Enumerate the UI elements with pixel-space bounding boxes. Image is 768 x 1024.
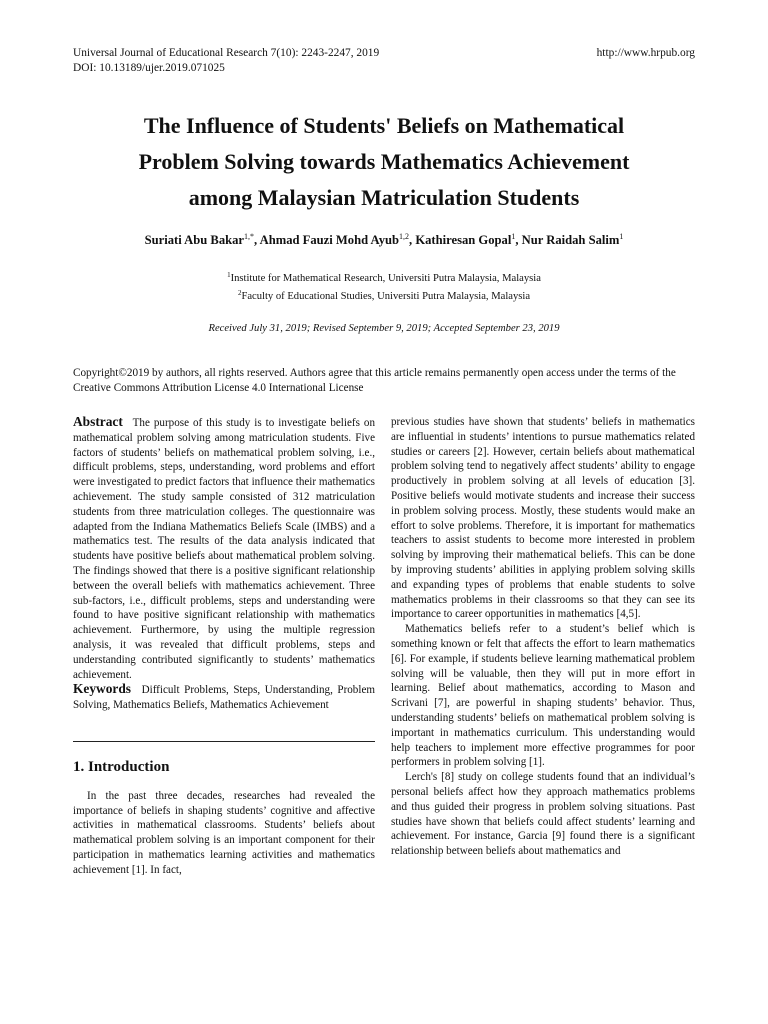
author-name: Suriati Abu Bakar bbox=[144, 233, 245, 247]
right-column bbox=[391, 415, 695, 859]
author-list: Suriati Abu Bakar$^{1,*}$, Ahmad Fauzi Mohd Ayub$^{1,2}$, Kathiresan Gopal$^1$, Nur Raidah Salim$^1$ bbox=[144, 232, 624, 247]
keywords-text: Difficult Problems, Steps, Understanding, Problem Solving, Mathematics Beliefs, Mathematics Achievement bbox=[73, 684, 375, 712]
abstract-label: Abstract bbox=[73, 414, 123, 429]
author-sup: 1,* bbox=[244, 232, 255, 241]
affiliation-sup: 1 bbox=[227, 271, 231, 279]
left-column bbox=[73, 415, 375, 878]
submission-dates: Received July 31, 2019; Revised September 9, 2019; Accepted September 23, 2019 bbox=[208, 323, 560, 334]
body-paragraph: Lerch's [8] study on college students found that an individual’s personal beliefs affect how they approach mathematics problems and thus guided their progress in problem solving situations. Past studies have shown that beliefs could affect students’ learning and achievement. For instance, Garcia [9] found there is a significant relationship between beliefs about mathematics and bbox=[391, 771, 695, 858]
title-line: Problem Solving towards Mathematics Achievement bbox=[138, 149, 630, 174]
title-line: among Malaysian Matriculation Students bbox=[188, 185, 580, 210]
section-divider bbox=[73, 741, 375, 742]
author-name: Ahmad Fauzi Mohd Ayub bbox=[259, 233, 400, 247]
affiliation-sup: 2 bbox=[237, 289, 242, 297]
affiliation-text: Faculty of Educational Studies, Universiti Putra Malaysia, Malaysia bbox=[241, 291, 531, 302]
body-paragraph: previous studies have shown that students’ beliefs in mathematics are influential in students’ intentions to pursue mathematics related studies or careers [2]. However, certain beliefs about mathematical problem solving tend to negatively affect students’ ability to engage productively in problem solving at all levels of education [3]. Positive beliefs would motivate students and increase their success in problem solving process. Mostly, these students would make an effort to solve problems. Therefore, it is important for mathematics teachers to assist students to become more interested in problem solving by improving their mathematical beliefs. This can be done by improving students’ abilities in applying problem solving skills and expanding types of problems that enable students to solve mathematics problems in their classrooms so that they can see its importance to career opportunities in mathematics [4,5]. bbox=[391, 416, 695, 621]
author-sup: 1,2 bbox=[399, 232, 410, 241]
author-name: Kathiresan Gopal bbox=[415, 233, 512, 247]
publisher-url[interactable]: http://www.hrpub.org bbox=[596, 47, 695, 59]
keywords bbox=[73, 682, 375, 713]
affiliation bbox=[60, 268, 708, 286]
doi: DOI: 10.13189/ujer.2019.071025 bbox=[73, 62, 225, 74]
section-heading: 1. Introduction bbox=[73, 758, 170, 775]
body-paragraph: In the past three decades, researches had revealed the importance of beliefs in shaping students’ cognitive and affective activities in mathematical classrooms. Students’ beliefs about mathematical problem solving is an important component for their participation in mathematics learning activities and mathematics achievement [1]. In fact, bbox=[73, 789, 375, 876]
affiliations bbox=[60, 268, 708, 304]
affiliation bbox=[60, 286, 708, 304]
paper-title bbox=[60, 108, 708, 216]
affiliation-text: Institute for Mathematical Research, Universiti Putra Malaysia, Malaysia bbox=[230, 273, 541, 284]
author-sup: 1 bbox=[619, 232, 624, 241]
title-line: The Influence of Students' Beliefs on Mathematical bbox=[143, 113, 625, 138]
body-paragraph: Mathematics beliefs refer to a student’s belief which is something known or felt that affects the effort to learn mathematics [6]. For example, if students believe learning mathematical problem solving will be valuable, then they will put in more effort in learning. Belief about mathematics, according to Mason and Scrivani [7], are powerful in shaping students’ behavior. Thus, understanding students’ beliefs on mathematical problem solving is important in mathematics curriculum. This understanding would help teachers to implement more effective programmes for poor performers in problem solving [1]. bbox=[391, 623, 695, 769]
running-header bbox=[73, 46, 695, 76]
journal-citation: Universal Journal of Educational Research 7(10): 2243-2247, 2019 bbox=[73, 47, 380, 59]
author-sup: 1 bbox=[511, 232, 516, 241]
abstract-text: The purpose of this study is to investigate beliefs on mathematical problem solving among matriculation students. Five factors of students’ beliefs on mathematical problem solving, i.e., difficult problems, steps, understanding, word problems and effort were investigated to predict factors that influence their mathematics achievement. The study sample consisted of 312 matriculation students from three matriculation colleges. The questionnaire was adapted from the Indiana Mathematics Beliefs Scale (IMBS) and a mathematics test. The results of the data analysis indicated that students have positive beliefs about mathematical problem solving. The findings showed that there is a positive significant relationship between the overall beliefs with mathematics achievement. Three sub-factors, i.e., difficult problems, steps and understanding were found to have positive significant relationship with mathematics achievement. Furthermore, by using the multiple regression analysis, it was revealed that difficult problems, steps and understanding contributed significantly to students’ mathematics achievement. bbox=[73, 417, 375, 681]
author-name: Nur Raidah Salim bbox=[521, 233, 620, 247]
copyright-notice: Copyright©2019 by authors, all rights reserved. Authors agree that this article remains permanently open access under the terms of the Creative Commons Attribution License 4.0 International License bbox=[73, 367, 676, 394]
abstract bbox=[73, 415, 375, 682]
keywords-label: Keywords bbox=[73, 681, 132, 697]
